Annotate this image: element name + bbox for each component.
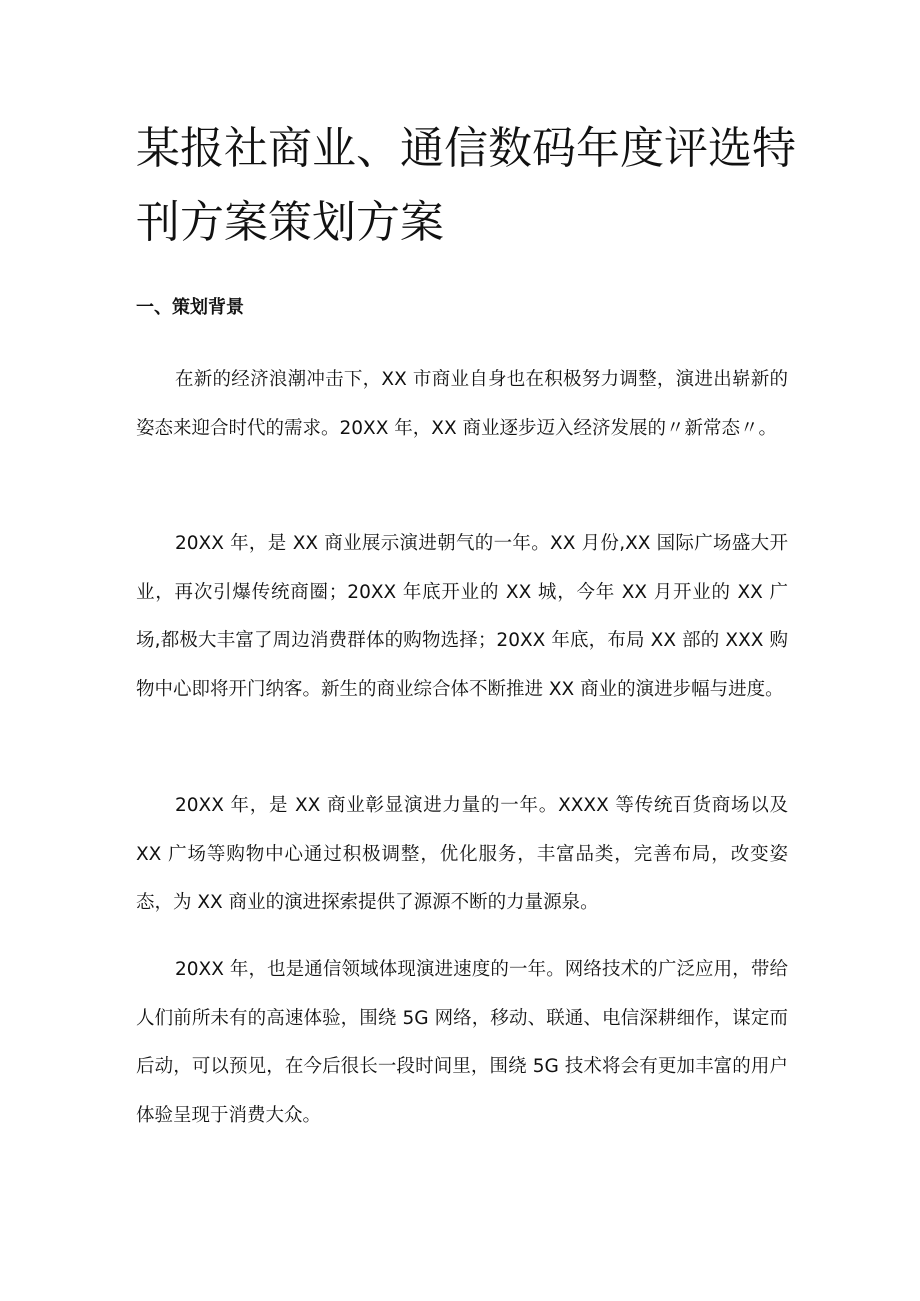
paragraph-1: 在新的经济浪潮冲击下，XX 市商业自身也在积极努力调整，演进出崭新的姿态来迎合时代的需求。20XX 年，XX 商业逐步迈入经济发展的〃新常态〃。 — [136, 369, 788, 439]
section-heading: 一、策划背景 — [136, 297, 244, 318]
paragraph-4: 20XX 年，也是通信领域体现演进速度的一年。网络技术的广泛应用，带给人们前所未有的高速体验，围绕 5G 网络，移动、联通、电信深耕细作，谋定而后动，可以预见，在今后很长一段时间里，围绕 5G 技术将会有更加丰富的用户体验呈现于消费大众。 — [136, 959, 788, 1126]
document-title — [136, 112, 796, 260]
title-line-1: 某报社商业、通信数码年度评选特 — [136, 123, 796, 174]
paragraph-2: 20XX 年，是 XX 商业展示演进朝气的一年。XX 月份,XX 国际广场盛大开业，再次引爆传统商圈；20XX 年底开业的 XX 城，今年 XX 月开业的 XX 广场,都极大丰富了周边消费群体的购物选择；20XX 年底，布局 XX 部的 XXX 购物中心即将开门纳客。新生的商业综合体不断推进 XX 商业的演进步幅与进度。 — [136, 533, 788, 700]
title-line-2: 刊方案策划方案 — [136, 197, 444, 248]
paragraph-3: 20XX 年，是 XX 商业彰显演进力量的一年。XXXX 等传统百货商场以及 XX 广场等购物中心通过积极调整，优化服务，丰富品类，完善布局，改变姿态，为 XX 商业的演进探索提供了源源不断的力量源泉。 — [136, 795, 788, 913]
